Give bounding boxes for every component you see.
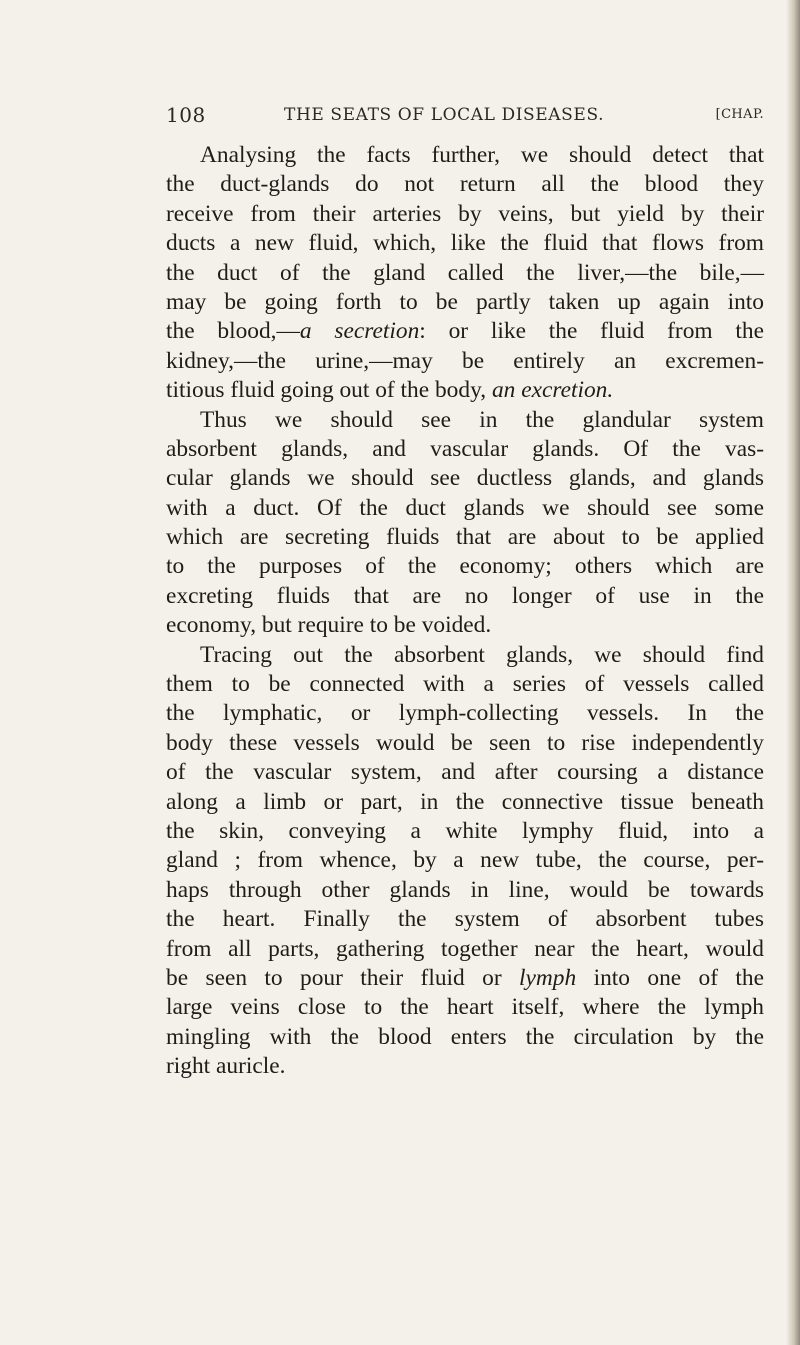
text-line: [166, 141, 764, 170]
text-line: [166, 406, 764, 435]
text-run: which are secreting fluids that are about to be applied: [166, 524, 764, 551]
text-run: mingling with the blood enters the circulation by the: [166, 1023, 764, 1050]
text-line: [166, 317, 764, 346]
text-run: cular glands we should see ductless glands, and glands: [166, 465, 764, 492]
text-run: the duct-glands do not return all the blood they: [166, 171, 764, 198]
page-number: 108: [166, 103, 206, 127]
text-run: the duct of the gland called the liver,—the bile,—: [166, 259, 764, 286]
text-line: [166, 905, 764, 934]
text-line: [166, 670, 764, 699]
text-line: [166, 1023, 764, 1052]
text-run: may be going forth to be partly taken up again into: [166, 288, 764, 315]
text-run: economy, but require to be voided.: [166, 612, 492, 639]
page-edge-shadow: [786, 0, 800, 1345]
text-run: into one of the: [576, 964, 764, 991]
text-run: kidney,—the urine,—may be entirely an excremen-: [166, 347, 764, 374]
paragraph: [166, 406, 764, 641]
text-line: [166, 964, 764, 993]
text-line: [166, 376, 764, 405]
text-line: [166, 699, 764, 728]
text-run: be seen to pour their fluid or: [166, 964, 520, 991]
text-line: [166, 758, 764, 787]
text-run: to the purposes of the economy; others which are: [166, 553, 764, 580]
text-line: [166, 729, 764, 758]
paragraph: [166, 641, 764, 1082]
text-run: excreting fluids that are no longer of use in the: [166, 582, 764, 609]
text-line: [166, 582, 764, 611]
text-line: [166, 846, 764, 875]
italic-term: a secretion: [299, 318, 420, 345]
text-line: [166, 288, 764, 317]
chapter-marker: [CHAP.: [715, 107, 764, 122]
text-run: receive from their arteries by veins, but yield by their: [166, 200, 764, 227]
text-run: with a duct. Of the duct glands we should see some: [166, 494, 764, 521]
text-run: of the vascular system, and after coursing a distance: [166, 759, 764, 786]
text-line: [166, 993, 764, 1022]
text-run: the blood,—: [166, 318, 300, 345]
text-line: [166, 229, 764, 258]
text-line: [166, 435, 764, 464]
text-line: [166, 259, 764, 288]
text-run: the heart. Finally the system of absorbent tubes: [166, 906, 764, 933]
text-run: along a limb or part, in the connective tissue beneath: [166, 788, 764, 815]
text-run: them to be connected with a series of vessels called: [166, 671, 764, 698]
text-line: [166, 611, 764, 640]
text-run: haps through other glands in line, would be towards: [166, 876, 764, 903]
text-run: body these vessels would be seen to rise independently: [166, 729, 764, 756]
text-run: titious fluid going out of the body,: [166, 377, 492, 404]
text-line: [166, 170, 764, 199]
text-line: [166, 641, 764, 670]
running-title: THE SEATS OF LOCAL DISEASES.: [284, 105, 605, 125]
text-line: [166, 347, 764, 376]
text-run: large veins close to the heart itself, where the lymph: [166, 994, 764, 1021]
text-line: [166, 788, 764, 817]
text-line: [166, 817, 764, 846]
text-run: : or like the fluid from the: [419, 318, 764, 345]
text-run: Thus we should see in the glandular system: [200, 406, 764, 433]
text-run: Analysing the facts further, we should detect that: [200, 142, 764, 168]
text-line: [166, 523, 764, 552]
text-line: [166, 494, 764, 523]
text-run: ducts a new fluid, which, like the fluid that flows from: [166, 230, 764, 257]
text-run: the lymphatic, or lymph-collecting vessels. In the: [166, 700, 764, 727]
body-text: [166, 141, 764, 1082]
text-line: [166, 552, 764, 581]
text-run: gland ; from whence, by a new tube, the course, per-: [166, 847, 764, 874]
text-run: Tracing out the absorbent glands, we should find: [200, 641, 764, 668]
text-run: from all parts, gathering together near the heart, would: [166, 935, 764, 962]
paragraph: [166, 141, 764, 406]
text-line: [166, 935, 764, 964]
text-line: [166, 876, 764, 905]
running-head: [166, 103, 764, 129]
text-line: [166, 200, 764, 229]
italic-term: an excretion.: [491, 377, 614, 404]
text-run: right auricle.: [166, 1053, 286, 1080]
italic-term: lymph: [519, 964, 577, 991]
text-line: [166, 464, 764, 493]
text-run: absorbent glands, and vascular glands. Of the vas-: [166, 435, 764, 462]
text-line: [166, 1052, 764, 1081]
text-run: the skin, conveying a white lymphy fluid, into a: [166, 817, 764, 844]
